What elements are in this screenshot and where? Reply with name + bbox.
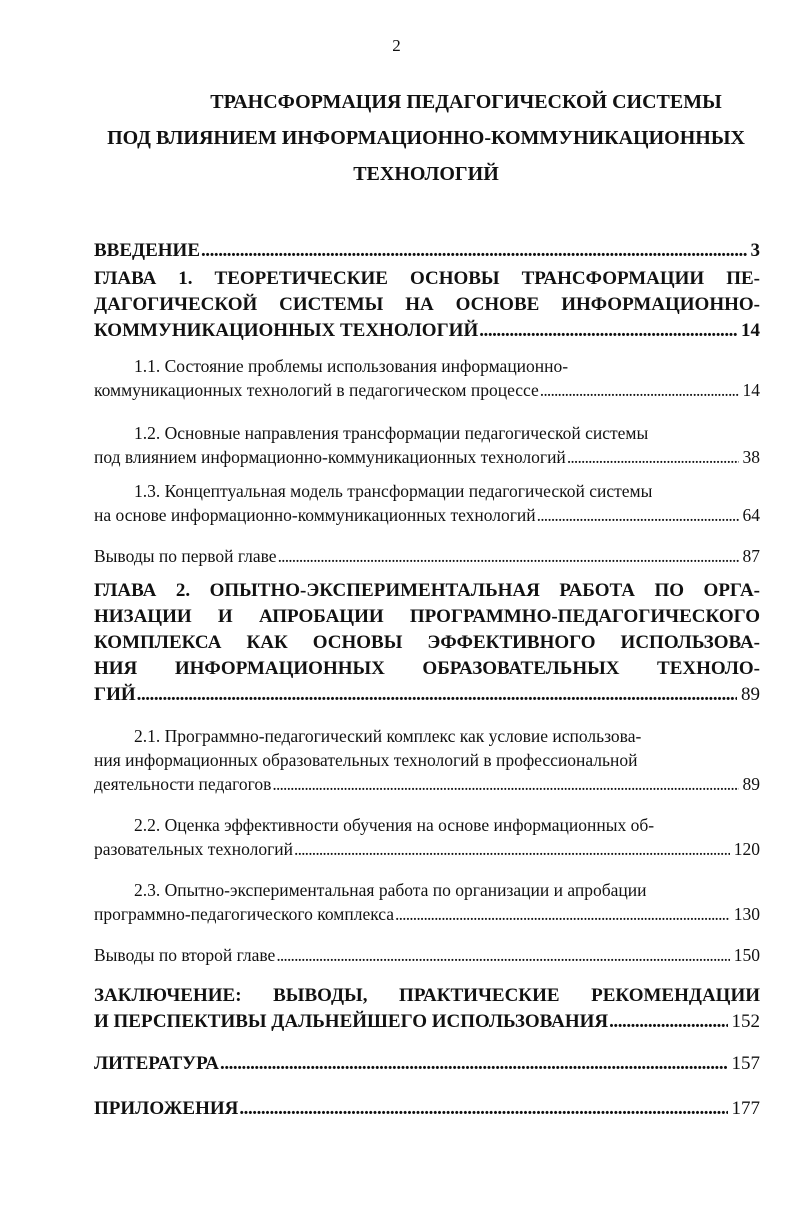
toc-entry-intro[interactable] <box>94 238 760 264</box>
toc-line: ЗАКЛЮЧЕНИЕ: ВЫВОДЫ, ПРАКТИЧЕСКИЕ РЕКОМЕНДАЦИИ <box>94 985 760 1006</box>
toc-entry-literature[interactable] <box>94 1051 760 1077</box>
toc-entry-conclusion[interactable] <box>94 983 760 1035</box>
toc-line: ГЛАВА 1. ТЕОРЕТИЧЕСКИЕ ОСНОВЫ ТРАНСФОРМАЦИИ ПЕ- <box>94 268 760 289</box>
title-line-3: ТЕХНОЛОГИЙ <box>353 163 499 185</box>
toc-line: И ПЕРСПЕКТИВЫ ДАЛЬНЕЙШЕГО ИСПОЛЬЗОВАНИЯ <box>94 1011 609 1032</box>
toc-entry-chapter-2[interactable] <box>94 578 760 708</box>
toc-label: Выводы по первой главе <box>94 546 277 566</box>
toc-line: НИЗАЦИИ И АПРОБАЦИИ ПРОГРАММНО-ПЕДАГОГИЧЕСКОГО <box>94 606 760 627</box>
toc-page: 157 <box>731 1053 760 1074</box>
toc-entry-section-2-1[interactable] <box>94 724 760 796</box>
document-title <box>96 84 756 192</box>
dot-leader <box>220 1051 727 1077</box>
toc-page: 120 <box>733 839 760 859</box>
toc-line: ГИЙ <box>94 684 136 705</box>
dot-leader <box>278 544 739 568</box>
dot-leader <box>239 1096 727 1122</box>
dot-leader <box>537 503 739 527</box>
toc-line: КОМПЛЕКСА КАК ОСНОВЫ ЭФФЕКТИВНОГО ИСПОЛЬЗОВА- <box>94 632 760 653</box>
toc-line: КОММУНИКАЦИОННЫХ ТЕХНОЛОГИЙ <box>94 320 479 341</box>
dot-leader <box>395 902 730 926</box>
dot-leader <box>479 318 737 344</box>
dot-leader <box>272 772 738 796</box>
toc-line: 2.3. Опытно-экспериментальная работа по организации и апробации <box>134 880 647 900</box>
toc-entry-appendix[interactable] <box>94 1096 760 1122</box>
toc-page: 150 <box>733 945 760 965</box>
toc-page: 3 <box>750 240 760 261</box>
toc-page: 38 <box>742 447 760 467</box>
toc-entry-section-1-1[interactable] <box>94 354 760 402</box>
toc-entry-chapter-1[interactable] <box>94 266 760 344</box>
toc-page: 14 <box>742 380 760 400</box>
dot-leader <box>276 943 729 967</box>
toc-line: программно-педагогического комплекса <box>94 904 395 924</box>
toc-line: 1.1. Состояние проблемы использования информационно- <box>134 356 569 376</box>
toc-entry-section-1-2[interactable] <box>94 421 760 469</box>
toc-page: 152 <box>731 1011 760 1032</box>
toc-line: 2.1. Программно-педагогический комплекс как условие использова- <box>134 726 642 746</box>
toc-line: ГЛАВА 2. ОПЫТНО-ЭКСПЕРИМЕНТАЛЬНАЯ РАБОТА ПО ОРГА- <box>94 580 760 601</box>
toc-page: 89 <box>741 684 760 705</box>
toc-label: ВВЕДЕНИЕ <box>94 240 200 261</box>
toc-line: на основе информационно-коммуникационных технологий <box>94 505 536 525</box>
dot-leader <box>609 1009 727 1035</box>
toc-entry-section-1-3[interactable] <box>94 479 760 527</box>
toc-entry-conclusions-1[interactable] <box>94 544 760 568</box>
dot-leader <box>294 837 730 861</box>
dot-leader <box>201 238 747 264</box>
dot-leader <box>540 378 739 402</box>
toc-line: ДАГОГИЧЕСКОЙ СИСТЕМЫ НА ОСНОВЕ ИНФОРМАЦИОННО- <box>94 294 760 315</box>
toc-line: НИЯ ИНФОРМАЦИОННЫХ ОБРАЗОВАТЕЛЬНЫХ ТЕХНОЛО- <box>94 658 760 679</box>
title-line-1: ТРАНСФОРМАЦИЯ ПЕДАГОГИЧЕСКОЙ СИСТЕМЫ <box>210 91 722 113</box>
toc-line: ния информационных образовательных технологий в профессиональной <box>94 750 638 770</box>
toc-page: 177 <box>731 1098 760 1119</box>
dot-leader <box>567 445 739 469</box>
toc-entry-section-2-3[interactable] <box>94 878 760 926</box>
toc-line: деятельности педагогов <box>94 774 272 794</box>
title-line-2: ПОД ВЛИЯНИЕМ ИНФОРМАЦИОННО-КОММУНИКАЦИОННЫХ <box>107 127 745 149</box>
toc-line: 1.3. Концептуальная модель трансформации педагогической системы <box>134 481 653 501</box>
toc-label: ПРИЛОЖЕНИЯ <box>94 1098 239 1119</box>
toc-page: 130 <box>733 904 760 924</box>
toc-label: Выводы по второй главе <box>94 945 276 965</box>
toc-page: 87 <box>742 546 760 566</box>
toc-line: 2.2. Оценка эффективности обучения на основе информационных об- <box>134 815 655 835</box>
table-of-contents <box>94 234 760 1122</box>
toc-label: ЛИТЕРАТУРА <box>94 1053 220 1074</box>
toc-line: разовательных технологий <box>94 839 294 859</box>
dot-leader <box>137 682 737 708</box>
toc-line: под влиянием информационно-коммуникационных технологий <box>94 447 566 467</box>
page-number: 2 <box>392 36 401 55</box>
toc-entry-section-2-2[interactable] <box>94 813 760 861</box>
toc-page: 89 <box>742 774 760 794</box>
toc-line: 1.2. Основные направления трансформации педагогической системы <box>134 423 649 443</box>
toc-line: коммуникационных технологий в педагогическом процессе <box>94 380 539 400</box>
toc-page: 64 <box>742 505 760 525</box>
toc-page: 14 <box>741 320 760 341</box>
toc-entry-conclusions-2[interactable] <box>94 943 760 967</box>
